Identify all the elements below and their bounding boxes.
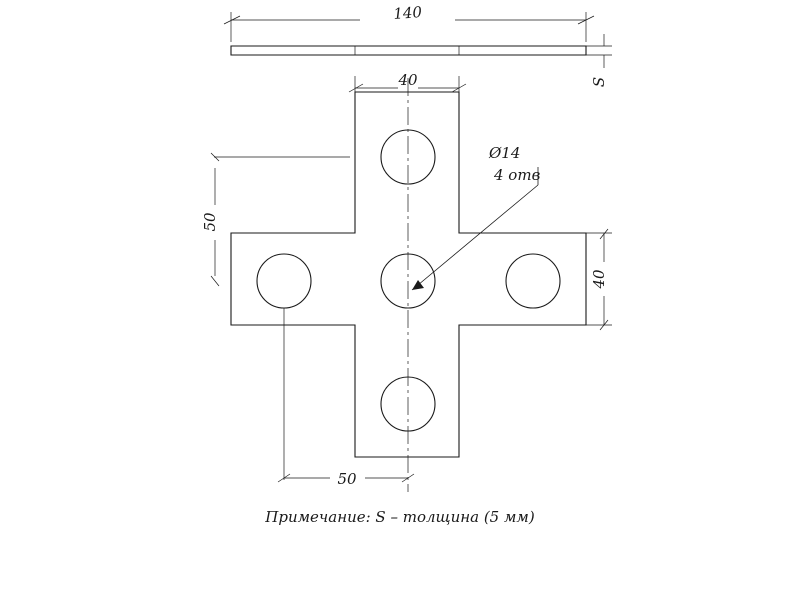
dimension-thickness bbox=[586, 34, 612, 87]
dimension-label-40-right: 40 bbox=[590, 269, 608, 289]
top-edge-view bbox=[231, 46, 586, 55]
tick-50-left-bottom bbox=[211, 276, 219, 286]
dimension-label-140: 140 bbox=[392, 3, 423, 23]
dimension-label-40-top: 40 bbox=[398, 71, 418, 89]
drawing-note: Примечание: S – толщина (5 мм) bbox=[265, 508, 535, 526]
dimension-40-top bbox=[349, 71, 466, 92]
dimension-40-right bbox=[586, 229, 612, 330]
hole-left bbox=[257, 254, 311, 308]
annotation-hole-diameter: Ø14 bbox=[489, 144, 521, 162]
dimension-140 bbox=[224, 3, 594, 42]
dimension-label-50-left: 50 bbox=[201, 212, 219, 232]
dimension-label-thickness: S bbox=[590, 76, 608, 88]
hole-right bbox=[506, 254, 560, 308]
annotation-hole-count: 4 отв bbox=[494, 166, 541, 184]
dimension-label-50-bottom: 50 bbox=[337, 470, 357, 488]
plate-edge-profile bbox=[231, 46, 586, 55]
